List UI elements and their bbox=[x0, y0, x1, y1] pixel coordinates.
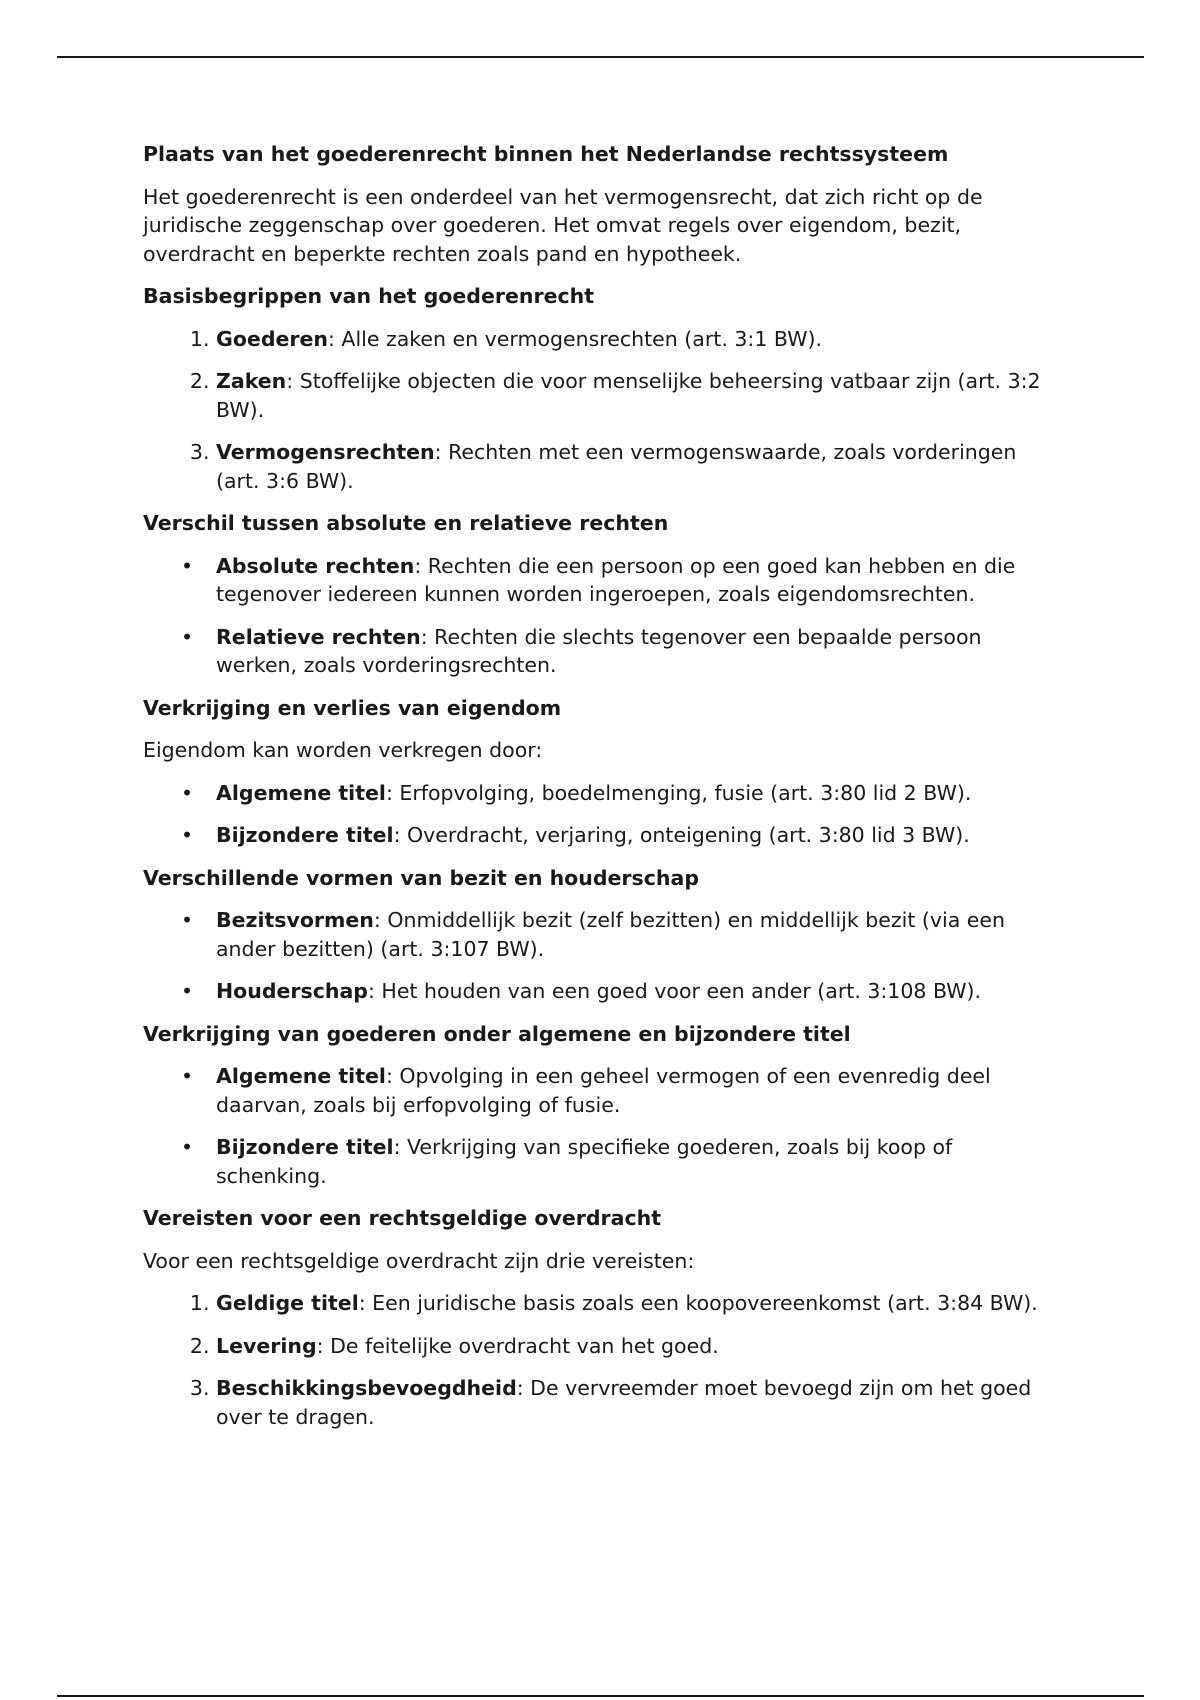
section-paragraph: Voor een rechtsgeldige overdracht zijn drie vereisten: bbox=[143, 1248, 695, 1273]
list-item-text: : Erfopvolging, boedelmenging, fusie (art. 3:80 lid 2 BW). bbox=[385, 780, 972, 805]
list-item bbox=[216, 325, 1063, 354]
section-heading: Verkrijging en verlies van eigendom bbox=[143, 695, 562, 720]
list-item-text: : Rechten met een vermogenswaarde, zoals vorderingen (art. 3:6 BW). bbox=[216, 440, 1017, 493]
list-item-text: : Verkrijging van specifieke goederen, zoals bij koop of schenking. bbox=[216, 1135, 953, 1188]
list-item-text: : Rechten die een persoon op een goed kan hebben en die tegenover iedereen kunnen worden ingeroepen, zoals eigendomsrechten. bbox=[216, 553, 1016, 606]
list-item-text: : De vervreemder moet bevoegd zijn om het goed over te dragen. bbox=[216, 1376, 1032, 1429]
list-item-term: Geldige titel bbox=[216, 1291, 359, 1315]
section-heading: Plaats van het goederenrecht binnen het Nederlandse rechtssysteem bbox=[143, 142, 949, 166]
list-item bbox=[216, 1062, 1063, 1119]
list-item-term: Algemene titel bbox=[216, 780, 386, 805]
numbered-list bbox=[143, 1289, 1063, 1431]
list-item-term: Relatieve rechten bbox=[216, 624, 421, 649]
footer-rule bbox=[57, 1695, 1144, 1697]
numbered-list bbox=[143, 325, 1063, 496]
list-item bbox=[216, 1289, 1063, 1318]
list-item-term: Goederen bbox=[216, 326, 328, 351]
list-item-text: : Het houden van een goed voor een ander (art. 3:108 BW). bbox=[367, 979, 982, 1003]
bullet-list bbox=[143, 779, 1063, 850]
list-item-term: Absolute rechten bbox=[216, 553, 415, 578]
list-item bbox=[216, 552, 1063, 609]
section-paragraph: Het goederenrecht is een onderdeel van het vermogensrecht, dat zich richt op de juridische zeggenschap over goederen. Het omvat regels over eigendom, bezit, overdracht en beperkte rechten zoals pand en hypotheek. bbox=[143, 184, 983, 266]
section-paragraph: Eigendom kan worden verkregen door: bbox=[143, 738, 543, 762]
list-item bbox=[216, 623, 1063, 680]
list-item bbox=[216, 906, 1063, 963]
list-item-term: Bijzondere titel bbox=[216, 823, 394, 847]
list-item-term: Vermogensrechten bbox=[216, 440, 435, 464]
list-item-text: : Overdracht, verjaring, onteigening (art. 3:80 lid 3 BW). bbox=[393, 823, 970, 847]
header-rule bbox=[57, 56, 1144, 58]
list-item-text: : Rechten die slechts tegenover een bepaalde persoon werken, zoals vorderingsrechten. bbox=[216, 624, 982, 677]
list-item-term: Bezitsvormen bbox=[216, 908, 374, 932]
list-item-text: : Alle zaken en vermogensrechten (art. 3:1 BW). bbox=[328, 326, 822, 351]
list-item bbox=[216, 438, 1063, 495]
list-item-text: : Stoffelijke objecten die voor menselijke beheersing vatbaar zijn (art. 3:2 BW). bbox=[216, 369, 1041, 422]
list-item-term: Levering bbox=[216, 1333, 317, 1358]
bullet-list bbox=[143, 1062, 1063, 1190]
list-item bbox=[216, 1133, 1063, 1190]
section-heading: Verkrijging van goederen onder algemene en bijzondere titel bbox=[143, 1021, 851, 1046]
list-item-term: Algemene titel bbox=[216, 1064, 386, 1088]
bullet-list bbox=[143, 906, 1063, 1006]
section-heading: Basisbegrippen van het goederenrecht bbox=[143, 284, 595, 308]
bullet-list bbox=[143, 552, 1063, 680]
list-item bbox=[216, 1374, 1063, 1431]
list-item bbox=[216, 1332, 1063, 1361]
list-item bbox=[216, 367, 1063, 424]
list-item bbox=[216, 821, 1063, 850]
list-item-text: : Een juridische basis zoals een koopovereenkomst (art. 3:84 BW). bbox=[358, 1291, 1038, 1315]
list-item-term: Houderschap bbox=[216, 979, 368, 1003]
section-heading: Vereisten voor een rechtsgeldige overdracht bbox=[143, 1206, 662, 1230]
list-item-text: : Onmiddellijk bezit (zelf bezitten) en middellijk bezit (via een ander bezitten) (art. 3:107 BW). bbox=[216, 908, 1005, 961]
section-heading: Verschil tussen absolute en relatieve rechten bbox=[143, 511, 669, 535]
list-item-term: Bijzondere titel bbox=[216, 1135, 394, 1159]
list-item bbox=[216, 977, 1063, 1006]
list-item-text: : Opvolging in een geheel vermogen of een evenredig deel daarvan, zoals bij erfopvolging of fusie. bbox=[216, 1064, 991, 1117]
document-body bbox=[143, 140, 1063, 1445]
list-item-text: : De feitelijke overdracht van het goed. bbox=[316, 1333, 719, 1358]
list-item-term: Zaken bbox=[216, 369, 287, 393]
section-heading: Verschillende vormen van bezit en houderschap bbox=[143, 865, 700, 890]
list-item-term: Beschikkingsbevoegdheid bbox=[216, 1376, 517, 1400]
list-item bbox=[216, 779, 1063, 808]
